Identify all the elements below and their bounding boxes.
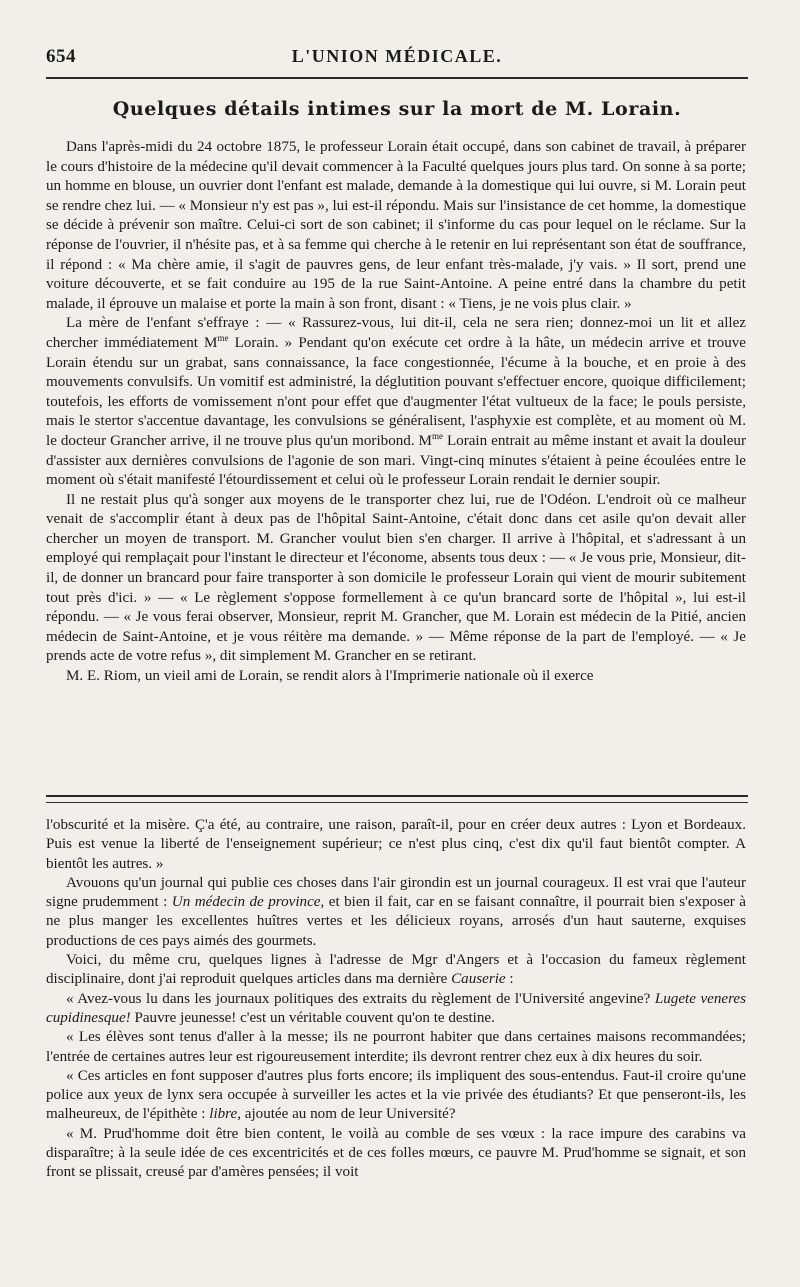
header-rule [46, 77, 748, 79]
paragraph: Dans l'après-midi du 24 octobre 1875, le professeur Lorain était occupé, dans son cabinet de travail, à préparer le cours d'histoire de la médecine qu'il devait commencer à la Faculté quelques jours plus tard. On sonne à sa porte; un homme en blouse, un ouvrier dont l'enfant est malade, demande à la domestique qui lui ouvre, si M. Lorain peut se rendre chez lui. — « Monsieur n'y est pas », lui est-il répondu. Mais sur l'insistance de cet homme, la domestique se décide à prévenir son maître. Celui-ci sort de son cabinet; il s'informe du cas pour lequel on le réclame. Sur la réponse de l'ouvrier, il n'hésite pas, et à sa femme qui cherche à le retenir en lui représentant son état de souffrance, il répond : « Ma chère amie, il s'agit de pauvres gens, de leur enfant très-malade, j'y vais. » Il sort, prend une voiture découverte, et se fait conduire au 195 de la rue Saint-Antoine. A peine entré dans la chambre du petit malade, il éprouve un malaise et porte la main à son front, disant : « Tiens, je ne vois plus clair. » [46, 139, 747, 312]
running-title: L'UNION MÉDICALE. [291, 46, 503, 66]
page-number: 654 [46, 46, 76, 67]
paragraph: l'obscurité et la misère. Ç'a été, au contraire, une raison, paraît-il, pour en créer deux autres : Lyon et Bordeaux. Puis est venue la liberté de l'enseignement supérieur; ce n'est plus cinq, c'est dix qu'il faut bientôt compter. A bientôt les autres. » [46, 817, 746, 872]
paragraph: « Les élèves sont tenus d'aller à la messe; ils ne pourront habiter que dans certaines maisons recommandées; l'entrée de certaines autres leur est rigoureusement interdite; ils devront rentrer chez eux à dix heures du soir. [46, 1029, 746, 1065]
article-body [46, 138, 746, 687]
article-title: Quelques détails intimes sur la mort de M. Lorain. [112, 98, 682, 120]
paragraph: M. E. Riom, un vieil ami de Lorain, se rendit alors à l'Imprimerie nationale où il exerce [66, 668, 594, 685]
page-header [46, 40, 748, 74]
paragraph: Il ne restait plus qu'à songer aux moyens de le transporter chez lui, rue de l'Odéon. L'endroit où ce malheur venait de s'accomplir étant à deux pas de l'hôpital Saint-Antoine, c'était donc dans cet asile qu'on devait aller chercher un moyen de transport. M. Grancher voulut bien s'en charger. Il arrive à l'hôpital, et s'adressant à un employé qui remplaçait pour l'instant le directeur et l'économe, absents tous deux : — « Je vous prie, Monsieur, dit-il, de donner un brancard pour faire transporter à son domicile le professeur Lorain qui vient de mourir subitement tout près d'ici. » — « Le règlement s'oppose formellement à ce qu'un brancard sorte de l'hôpital », lui est-il répondu. — « Je vous ferai observer, Monsieur, reprit M. Grancher, que M. Lorain est médecin de la Pitié, ancien médecin de Saint-Antoine, et je vous réitère ma demande. » — Même réponse de la part de l'employé. — « Je prends acte de votre refus », dit simplement M. Grancher en se retirant. [46, 491, 746, 665]
paragraph: « Ces articles en font supposer d'autres plus forts encore; ils impliquent des sous-entendus. Faut-il croire qu'une police aux yeux de lynx sera occupée à surveiller les actes et la vie privée des étudiants? Et que penseront-ils, les malheureux, de l'épithète : libre, ajoutée au nom de leur Université? [46, 1067, 746, 1123]
section-divider [46, 795, 748, 803]
paragraph: Voici, du même cru, quelques lignes à l'adresse de Mgr d'Angers et à l'occasion du fameux règlement disciplinaire, dont j'ai reproduit quelques articles dans ma dernière Causerie : [46, 952, 746, 988]
paragraph: « M. Prud'homme doit être bien content, le voilà au comble de ses vœux : la race impure des carabins va disparaître; à la seule idée de ces excentricités et de ces folles mœurs, ce pauvre M. Prud'homme se signait, et son front se plissait, creusé par d'amères pensées; il voit [46, 1125, 746, 1181]
paragraph: La mère de l'enfant s'effraye : — « Rassurez-vous, lui dit-il, cela ne sera rien; donnez-moi un lit et allez chercher immédiatement $M^{me}$ Lorain. » Pendant qu'on exécute cet ordre à la hâte, un médecin arrive et trouve Lorain étendu sur un grabat, sans connaissance, la face congestionnée, l'écume à la bouche, et en proie à des mouvements convulsifs. Un vomitif est administré, la déglutition pouvant s'effectuer encore, quoique difficilement; toutefois, les efforts de vomissement n'ont pour effet que d'augmenter l'état vultueux de la face; le pouls persiste, mais le stertor s'accentue davantage, les convulsions se généralisent, l'asphyxie est complète, et au moment où M. le docteur Grancher arrive, il ne trouve plus qu'un moribond. $M^{me}$ Lorain entrait au même instant et avait la douleur d'assister aux dernières convulsions de l'agonie de son mari. Vingt-cinq minutes s'étaient à peine écoulées entre le moment où s'était manifesté l'étourdissement et celui où le professeur Lorain rendait le dernier soupir. [46, 315, 746, 489]
continuation-body [46, 816, 746, 1183]
paragraph: « Avez-vous lu dans les journaux politiques des extraits du règlement de l'Université angevine? Lugete veneres cupidinesque! Pauvre jeunesse! c'est un véritable couvent qu'on te destine. [46, 990, 746, 1026]
paragraph: Avouons qu'un journal qui publie ces choses dans l'air girondin est un journal courageux. Il est vrai que l'auteur signe prudemment : Un médecin de province, et bien il fait, car en se faisant connaître, il pourrait bien s'exposer à ne plus manger les excellentes huîtres vertes et les délicieux royans, arrosés d'un haut sauterne, exquises productions de ces pays aimés des gourmets. [46, 874, 746, 949]
